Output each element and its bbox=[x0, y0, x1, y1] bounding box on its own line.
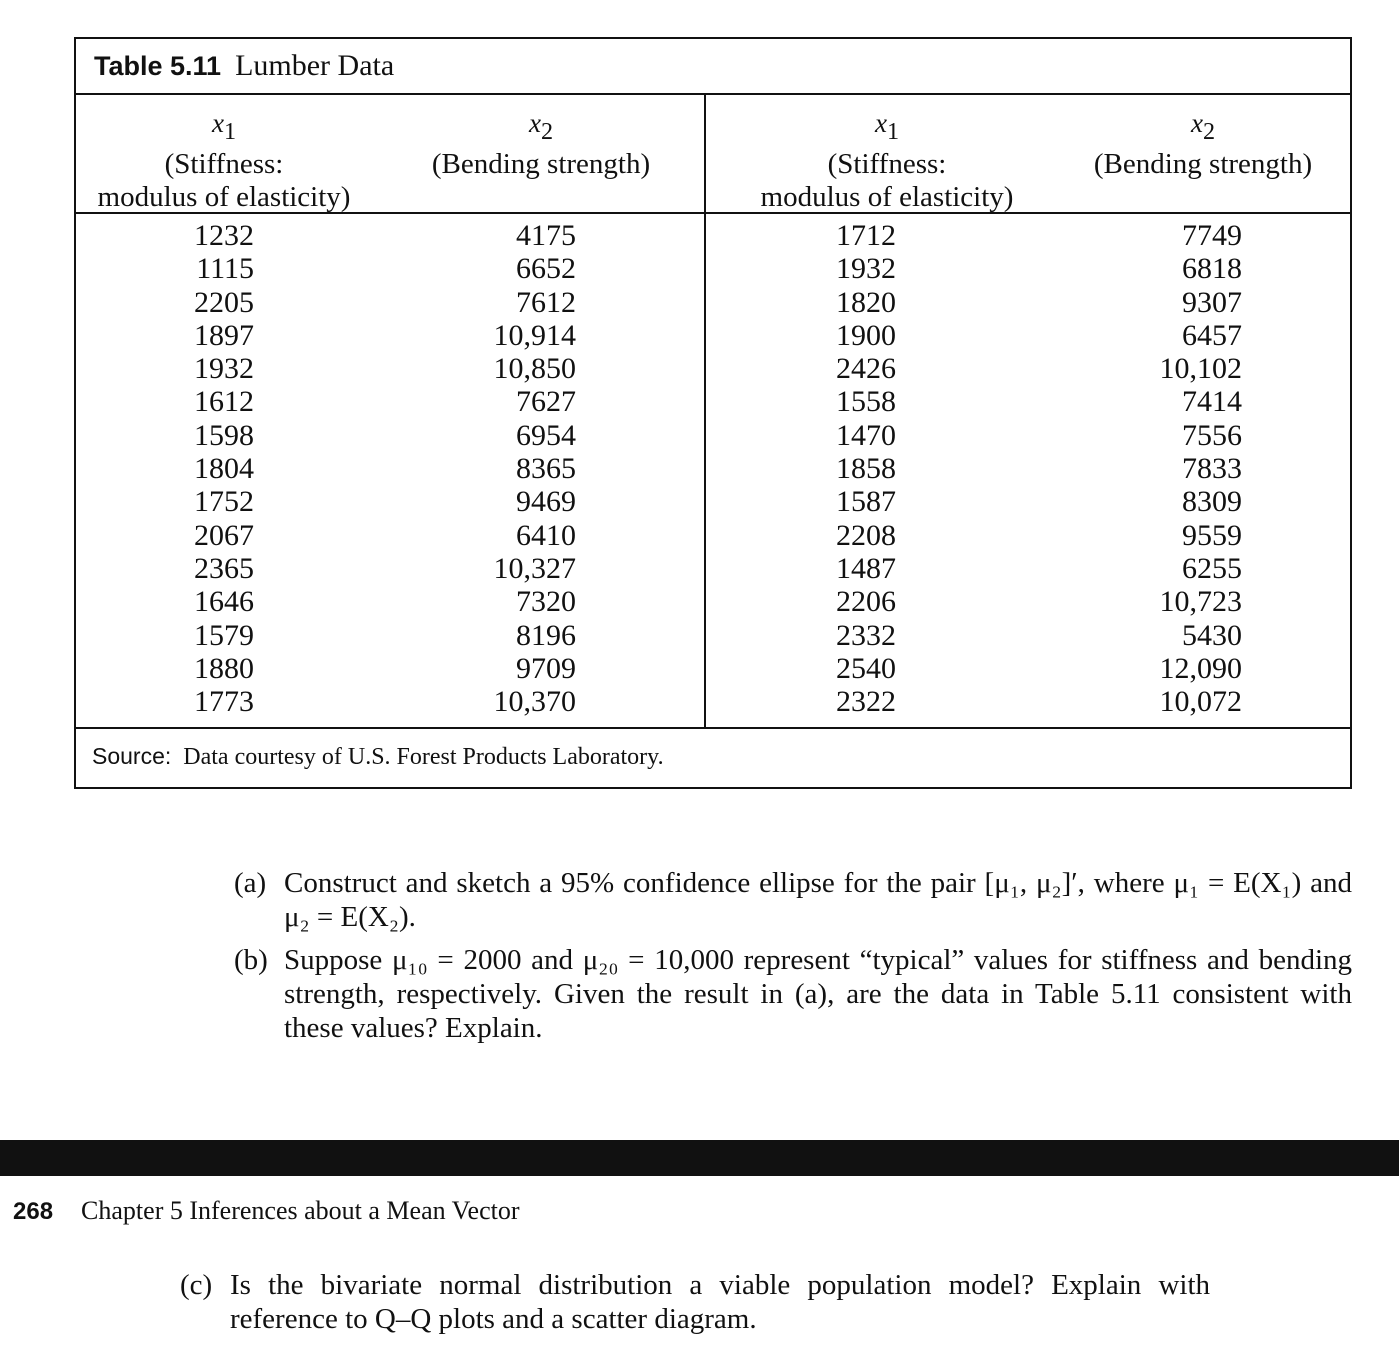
table-cell: 7833 bbox=[1182, 452, 1242, 486]
running-head: Chapter 5 Inferences about a Mean Vector bbox=[81, 1196, 520, 1225]
header-var: x bbox=[211, 108, 224, 138]
table-cell: 1900 bbox=[836, 318, 896, 352]
table-cell: 2322 bbox=[836, 685, 896, 719]
table-cell: 9559 bbox=[1182, 518, 1242, 552]
problem-b bbox=[234, 943, 1352, 1045]
running-footer bbox=[13, 1196, 520, 1226]
source-rule bbox=[76, 727, 1350, 729]
header-var: x bbox=[528, 108, 541, 138]
table-cell: 1712 bbox=[836, 219, 896, 252]
column-divider bbox=[704, 93, 706, 727]
problem-a-mark: (a) bbox=[234, 867, 267, 899]
data-column-x2-right bbox=[1136, 219, 1242, 718]
source-text: Data courtesy of U.S. Forest Products Laboratory. bbox=[183, 744, 664, 770]
page-separator-bar bbox=[0, 1140, 1399, 1176]
header-top-rule bbox=[76, 93, 1350, 95]
table-cell: 6255 bbox=[1182, 551, 1242, 585]
table-label: Table 5.11 bbox=[94, 51, 222, 81]
table-cell: 1558 bbox=[836, 385, 896, 419]
table-cell: 1804 bbox=[194, 452, 254, 486]
table-cell: 2206 bbox=[836, 585, 896, 619]
table-cell: 1487 bbox=[836, 551, 896, 585]
table-cell: 6410 bbox=[516, 518, 576, 552]
table-cell: 1646 bbox=[194, 585, 254, 619]
table-cell: 2426 bbox=[836, 352, 896, 386]
table-cell: 1880 bbox=[194, 651, 254, 685]
table-cell: 6818 bbox=[1182, 252, 1242, 286]
table-cell: 2067 bbox=[194, 518, 254, 552]
data-column-x1-right bbox=[816, 219, 896, 718]
header-sub: 1 bbox=[886, 117, 900, 145]
table-name: Lumber Data bbox=[235, 49, 395, 82]
table-cell: 1587 bbox=[836, 485, 896, 519]
table-cell: 1858 bbox=[836, 452, 896, 486]
table-source bbox=[92, 743, 664, 771]
table-cell: 1932 bbox=[836, 252, 896, 286]
table-cell: 1752 bbox=[194, 485, 254, 519]
table-cell: 1470 bbox=[836, 418, 896, 452]
table-cell: 1773 bbox=[194, 685, 254, 719]
lumber-data-table bbox=[74, 37, 1352, 789]
problem-c-mark: (c) bbox=[180, 1269, 213, 1301]
table-cell: 7749 bbox=[1182, 219, 1242, 252]
table-cell: 1820 bbox=[836, 285, 896, 319]
header-sub: 2 bbox=[540, 117, 554, 145]
problem-b-text: Suppose μ₁₀ = 2000 and μ₂₀ = 10,000 represent “typical” values for stiffness and bending strength, respectively. Given the result in (a), are the data in Table 5.11 consistent with these values? Explain. bbox=[284, 944, 1352, 1044]
table-cell: 2365 bbox=[194, 551, 254, 585]
header-line2: (Bending strength) bbox=[431, 147, 651, 180]
header-x1-left bbox=[80, 107, 368, 214]
table-cell: 1932 bbox=[194, 352, 254, 386]
header-x2-right bbox=[1070, 107, 1336, 181]
header-line2: (Bending strength) bbox=[1093, 147, 1313, 180]
header-x2-left bbox=[408, 107, 674, 181]
header-line1: (Stiffness: bbox=[827, 147, 947, 180]
table-cell: 2208 bbox=[836, 518, 896, 552]
table-cell: 9307 bbox=[1182, 285, 1242, 319]
table-cell: 2332 bbox=[836, 618, 896, 652]
table-cell: 9709 bbox=[516, 651, 576, 685]
table-cell: 6457 bbox=[1182, 318, 1242, 352]
header-line2: modulus of elasticity) bbox=[97, 180, 351, 213]
table-cell: 10,327 bbox=[493, 551, 576, 585]
table-title bbox=[94, 49, 394, 83]
table-cell: 1115 bbox=[196, 252, 254, 286]
table-cell: 8309 bbox=[1182, 485, 1242, 519]
header-x1-right bbox=[742, 107, 1032, 214]
table-cell: 2540 bbox=[836, 651, 896, 685]
header-sub: 2 bbox=[1202, 117, 1216, 145]
table-cell: 9469 bbox=[516, 485, 576, 519]
table-cell: 6652 bbox=[516, 252, 576, 286]
problem-b-mark: (b) bbox=[234, 944, 268, 976]
header-line1: (Stiffness: bbox=[164, 147, 284, 180]
table-cell: 8196 bbox=[516, 618, 576, 652]
table-cell: 5430 bbox=[1182, 618, 1242, 652]
table-cell: 7414 bbox=[1182, 385, 1242, 419]
table-cell: 1612 bbox=[194, 385, 254, 419]
data-column-x2-left bbox=[472, 219, 576, 718]
table-cell: 7320 bbox=[516, 585, 576, 619]
table-cell: 10,723 bbox=[1159, 585, 1242, 619]
table-cell: 6954 bbox=[516, 418, 576, 452]
table-cell: 1232 bbox=[194, 219, 254, 252]
table-cell: 1598 bbox=[194, 418, 254, 452]
table-cell: 8365 bbox=[516, 452, 576, 486]
problem-a bbox=[234, 866, 1352, 934]
source-label: Source: bbox=[92, 743, 172, 769]
table-cell: 10,072 bbox=[1159, 685, 1242, 719]
problem-c-text: Is the bivariate normal distribution a viable population model? Explain with reference to Q–Q plots and a scatter diagram. bbox=[230, 1269, 1210, 1335]
header-line2: modulus of elasticity) bbox=[760, 180, 1014, 213]
table-cell: 10,370 bbox=[493, 685, 576, 719]
table-cell: 10,102 bbox=[1159, 352, 1242, 386]
table-cell: 7627 bbox=[516, 385, 576, 419]
table-cell: 10,850 bbox=[493, 352, 576, 386]
table-cell: 4175 bbox=[516, 219, 576, 252]
table-cell: 10,914 bbox=[493, 318, 576, 352]
table-cell: 12,090 bbox=[1159, 651, 1242, 685]
table-cell: 2205 bbox=[194, 285, 254, 319]
header-var: x bbox=[1190, 108, 1203, 138]
problem-a-text: Construct and sketch a 95% confidence ellipse for the pair [μ₁, μ₂]′, where μ₁ = E(X₁) and μ₂ = E(X₂). bbox=[284, 867, 1352, 933]
table-cell: 1579 bbox=[194, 618, 254, 652]
table-cell: 7556 bbox=[1182, 418, 1242, 452]
table-cell: 1897 bbox=[194, 318, 254, 352]
data-column-x1-left bbox=[176, 219, 254, 718]
table-cell: 7612 bbox=[516, 285, 576, 319]
page-number: 268 bbox=[13, 1198, 54, 1225]
header-sub: 1 bbox=[223, 117, 237, 145]
header-var: x bbox=[874, 108, 887, 138]
problem-c bbox=[180, 1268, 1210, 1336]
